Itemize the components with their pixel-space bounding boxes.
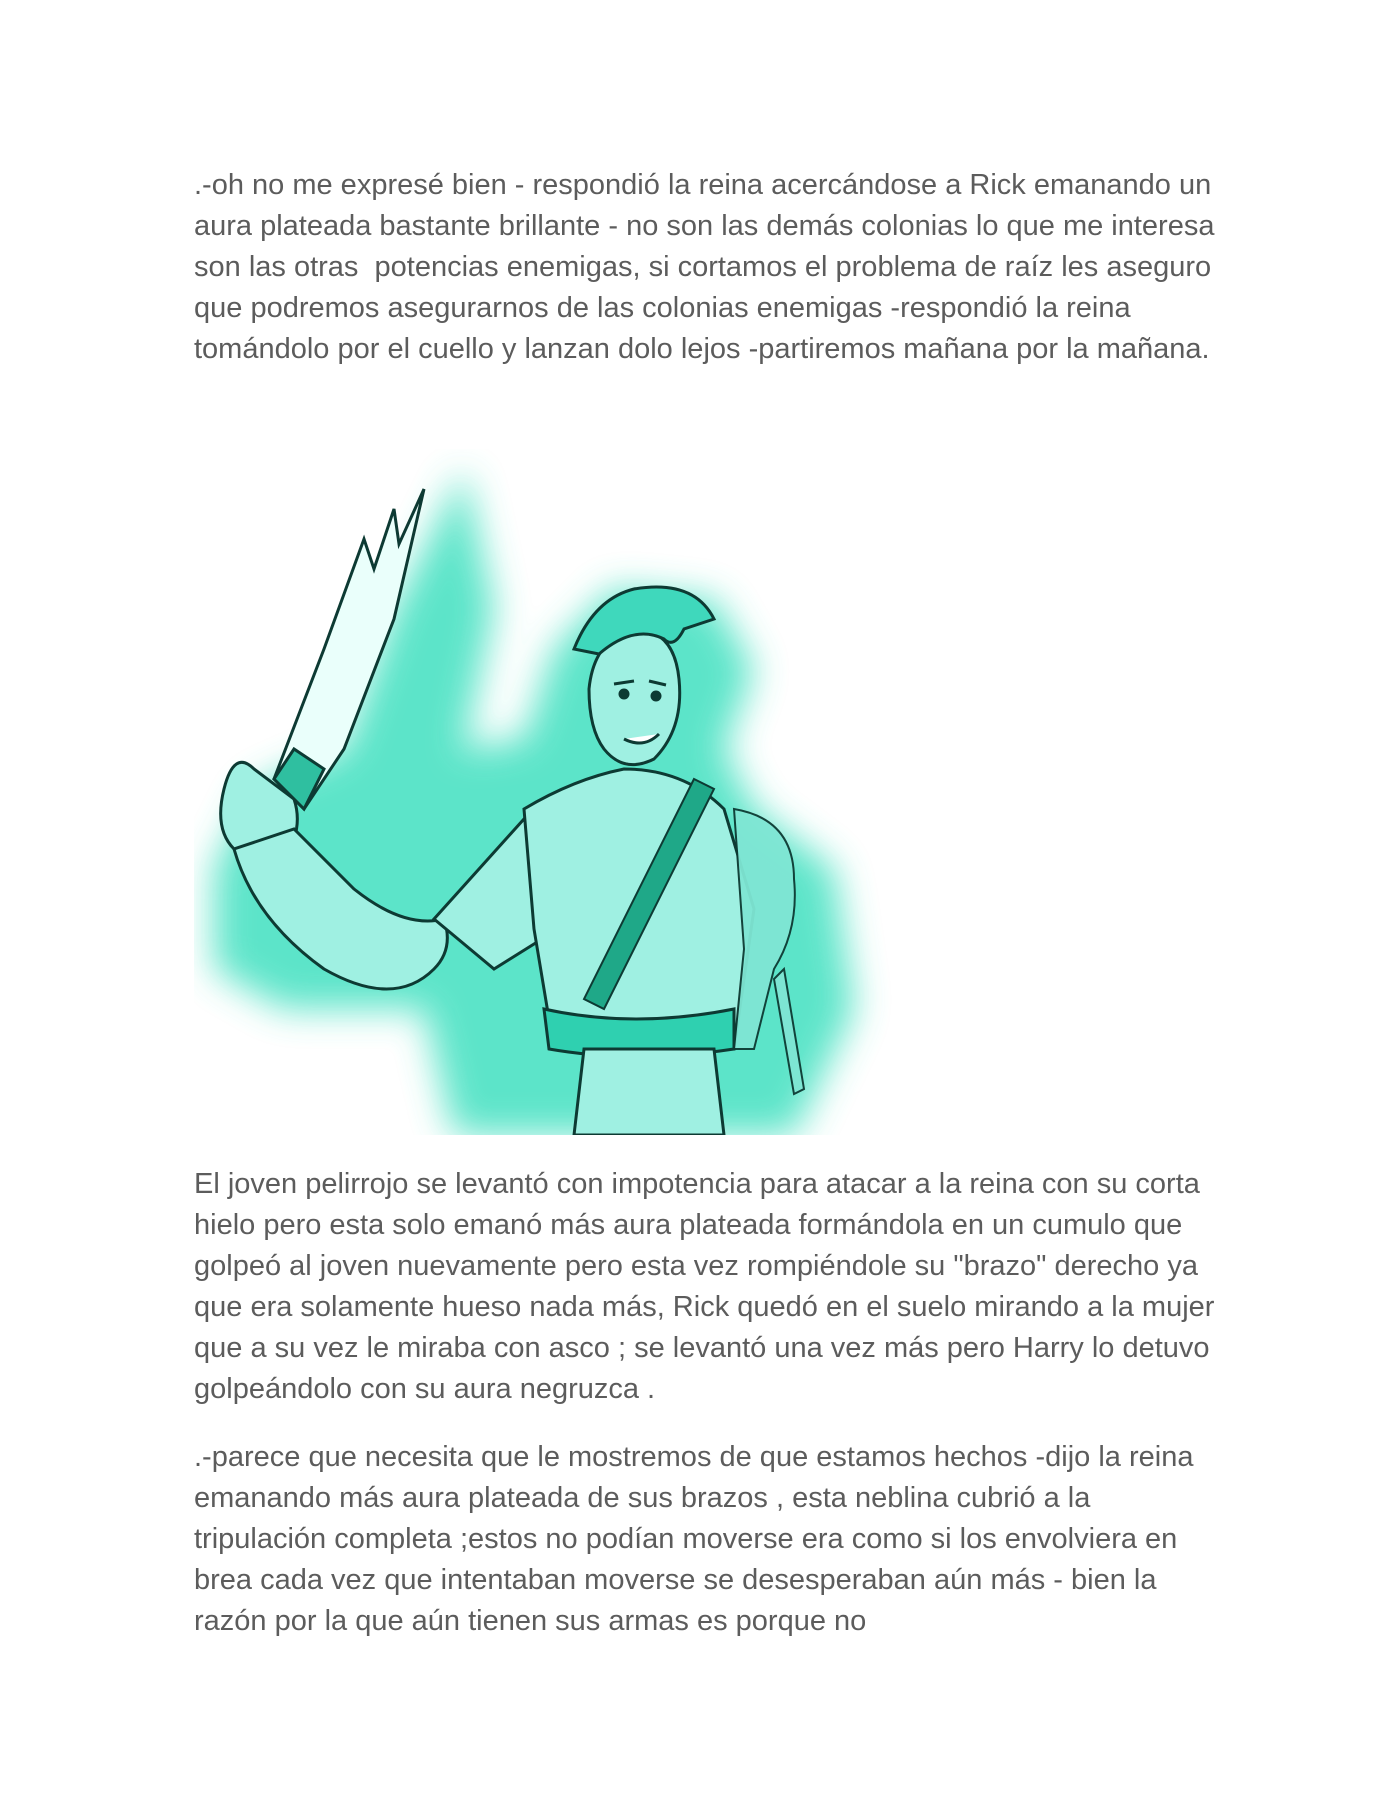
paragraph-1: .-oh no me expresé bien - respondió la reina acercándose a Rick emanando un aura plateada bastante brillante - no son las demás colonias lo que me interesa son las otras potencias enemigas, si cortamos el problema de raíz les aseguro que podremos asegurarnos de las colonias enemigas -respondió la reina tomándolo por el cuello y lanzan dolo lejos -partiremos mañana por la mañana.: [194, 169, 1239, 365]
warrior-illustration: [194, 449, 919, 1135]
paragraph-2: El joven pelirrojo se levantó con impotencia para atacar a la reina con su corta hielo pero esta solo emanó más aura plateada formándola en un cumulo que golpeó al joven nuevamente pero esta vez rompiéndole su "brazo" derecho ya que era solamente hueso nada más, Rick quedó en el suelo mirando a la mujer que a su vez le miraba con asco ; se levantó una vez más pero Harry lo detuvo golpeándolo con su aura negruzca .: [194, 1168, 1223, 1405]
paragraph-3: .-parece que necesita que le mostremos de que estamos hechos -dijo la reina emanando más aura plateada de sus brazos , esta neblina cubrió a la tripulación completa ;estos no podían moverse era como si los envolviera en brea cada vez que intentaban moverse se desesperaban aún más - bien la razón por la que aún tienen sus armas es porque no: [194, 1441, 1202, 1637]
